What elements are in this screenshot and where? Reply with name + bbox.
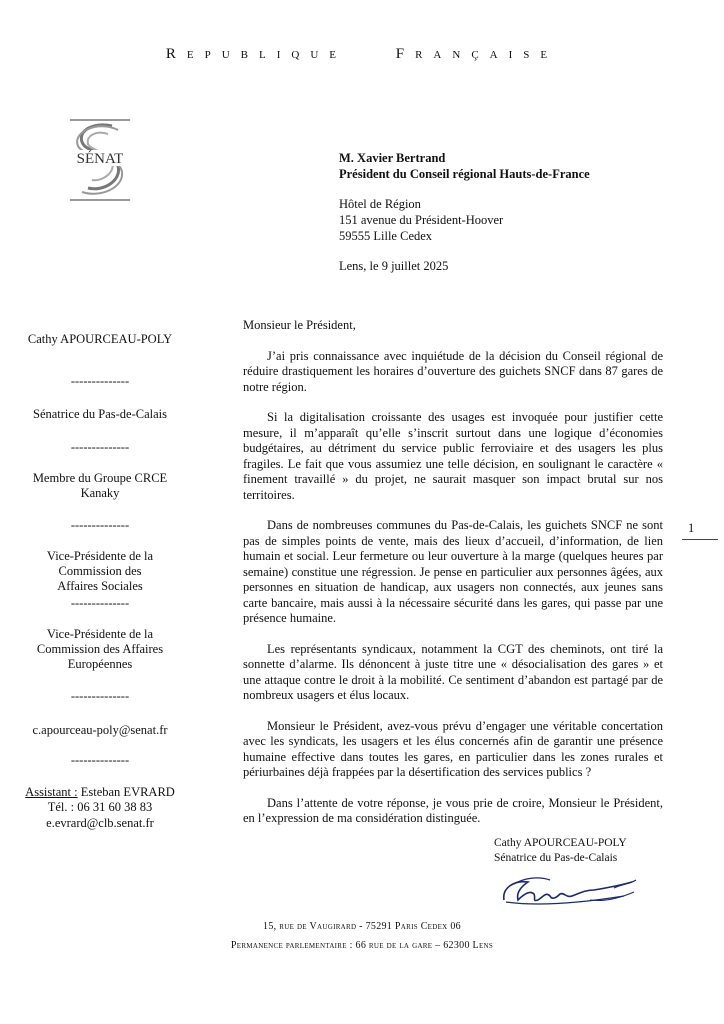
letter-paragraph: Les représentants syndicaux, notamment la CGT des cheminots, ont tiré la sonnette d’alarme. Ils dénoncent à juste titre une « désocialisation des gares » et une attaque contre le droit à la mobilité. Ce sentiment d’abandon est partagé par de nombreux usagers et élus locaux. [243,641,663,702]
address-line1: Hôtel de Région [339,197,421,211]
signer-title: Sénatrice du Pas-de-Calais [494,852,618,864]
header-title [0,46,724,63]
letter-body [243,318,663,827]
letter-paragraph: Dans de nombreuses communes du Pas-de-Calais, les guichets SNCF ne sont pas de simples points de vente, mais des lieux d’accueil, d’information, de lien humain et social. Leur fermeture ou leur ouverture à la marge (quelques heures par semaine) constitue une régression. Je pense en particulier aux personnes âgées, aux personnes en situation de handicap, aux usagers non connectés, aux jeunes sans carte bancaire, mais aussi à la nécessaire sécurité dans les gares, qui passe par une présence humaine. [243,518,663,625]
sidebar-separator: -------------- [70,374,130,388]
sidebar-vp-line: Vice-Présidente de la [46,627,154,641]
sidebar-group-line: Membre du Groupe CRCE [32,471,168,485]
address-block [339,196,503,244]
footer-permanence [0,940,724,951]
signer-block [494,836,627,866]
logo-text: SÉNAT [76,151,124,167]
sidebar-separator: -------------- [70,596,130,610]
sidebar-assistant [14,785,186,800]
sidebar-vp-line: Affaires Sociales [57,579,143,593]
sidebar-name: Cathy APOURCEAU-POLY [27,332,173,346]
sidebar-separator: -------------- [70,689,130,703]
assistant-label: Assistant : [25,785,78,799]
letter-paragraph: Si la digitalisation croissante des usages est invoquée pour justifier cette mesure, il m’apparaît qu’elle s’inscrit surtout dans une logique d’économies budgétaires, au détriment du service public ferroviaire et des usagers les plus fragiles. Le fait que vous assumiez une telle décision, en soulignant le caractère « finement travaillé » du projet, ne saurait masquer son impact brutal sur nos territoires. [243,410,663,502]
senat-logo [64,118,136,202]
dateline: Lens, le 9 juillet 2025 [339,259,449,273]
sidebar-separator: -------------- [70,518,130,532]
handwritten-signature [494,870,640,914]
letter-paragraph: J’ai pris connaissance avec inquiétude de la décision du Conseil régional de réduire drastiquement les horaires d’ouverture des guichets SNCF dans 87 gares de notre région. [243,348,663,394]
letter-salutation: Monsieur le Président, [243,318,356,332]
sidebar-vp-line: Vice-Présidente de la [46,549,154,563]
sidebar-separator: -------------- [70,753,130,767]
sidebar-separator: -------------- [70,440,130,454]
sidebar-vp-europe [14,627,186,672]
page-number-rule [682,539,718,540]
sidebar-email[interactable]: c.apourceau-poly@senat.fr [32,723,168,737]
sidebar-group [14,471,186,501]
address-line2: 151 avenue du Président-Hoover [339,213,504,227]
page-number: 1 [688,521,695,535]
signer-name: Cathy APOURCEAU-POLY [494,837,627,849]
sidebar-phone: Tél. : 06 31 60 38 83 [47,800,153,814]
sidebar-vp-social [14,549,186,594]
sidebar-assistant-email[interactable]: e.evrard@clb.senat.fr [46,816,154,830]
letter-paragraph: Dans l’attente de votre réponse, je vous prie de croire, Monsieur le Président, en l’expression de ma considération distinguée. [243,795,663,825]
sidebar-vp-line: Européennes [67,657,133,671]
sidebar-vp-line: Commission des Affaires [36,642,164,656]
footer-permanence-text: Permanence parlementaire : 66 rue de la gare – 62300 Lens [230,940,494,951]
header-title-text: Republique Française [165,46,559,62]
sidebar-group-line: Kanaky [80,486,120,500]
recipient-role: Président du Conseil régional Hauts-de-France [339,167,590,181]
footer-address [0,921,724,932]
sidebar-title: Sénatrice du Pas-de-Calais [33,407,167,421]
footer-address-text: 15, rue de Vaugirard - 75291 Paris Cedex 06 [263,921,461,932]
recipient-name: M. Xavier Bertrand [339,151,446,165]
letter-paragraph: Monsieur le Président, avez-vous prévu d’engager une véritable concertation avec les syndicats, les usagers et les élus concernés afin de garantir une présence humaine effective dans toutes les gares, en particulier dans les zones rurales et périurbaines déjà frappées par la désertification des services publics ? [243,718,663,779]
recipient-block [339,150,590,182]
address-line3: 59555 Lille Cedex [339,229,433,243]
assistant-name: Esteban EVRARD [77,785,175,799]
sidebar-vp-line: Commission des [58,564,142,578]
